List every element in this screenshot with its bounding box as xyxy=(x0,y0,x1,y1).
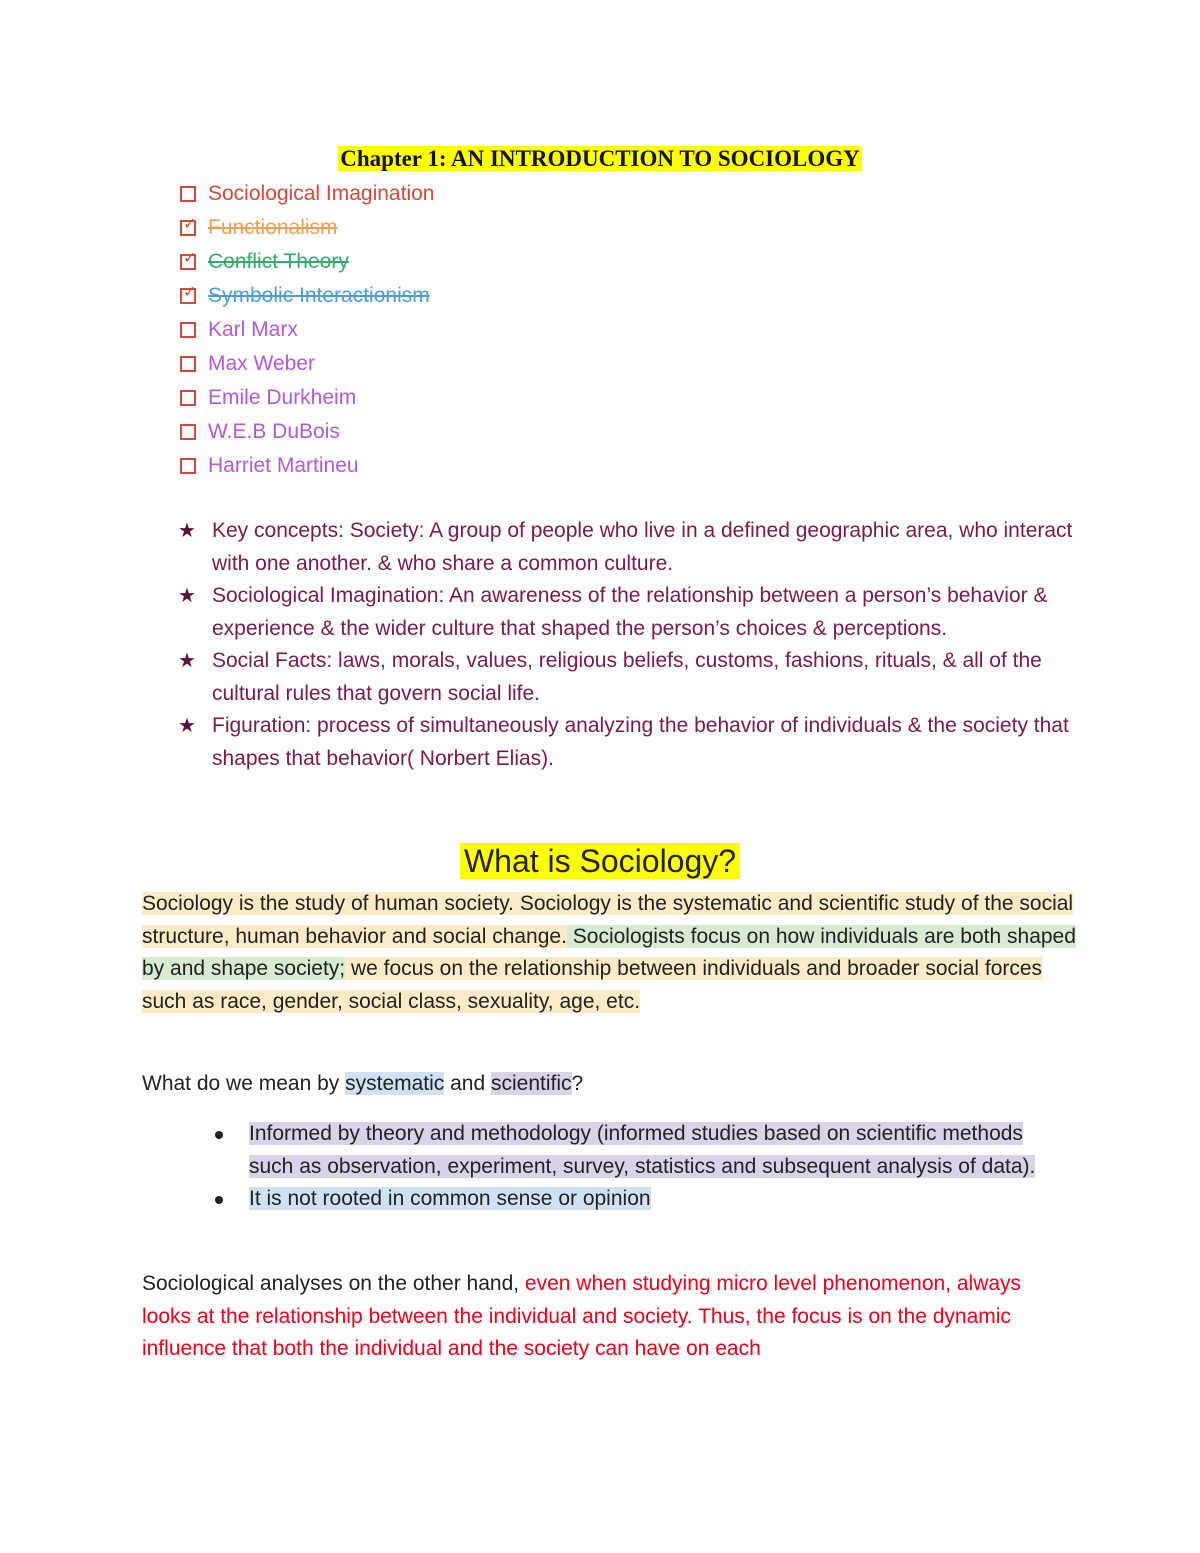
checklist-item[interactable]: Harriet Martineu xyxy=(180,450,434,484)
checkbox-empty-icon[interactable] xyxy=(180,186,196,202)
concept-item: ★ Social Facts: laws, morals, values, religious beliefs, customs, fashions, rituals, & all of the cultural rules that govern social life. xyxy=(178,645,1078,710)
checklist-item[interactable]: Max Weber xyxy=(180,348,434,382)
checklist-item[interactable]: Sociological Imagination xyxy=(180,178,434,212)
chapter-title: Chapter 1: AN INTRODUCTION TO SOCIOLOGY xyxy=(340,146,860,171)
concept-item: ★ Key concepts: Society: A group of people who live in a defined geographic area, who interact with one another. & who share a common culture. xyxy=(178,515,1078,580)
star-bullet-icon: ★ xyxy=(178,585,196,607)
concept-item: ★ Figuration: process of simultaneously analyzing the behavior of individuals & the society that shapes that behavior( Norbert Elias). xyxy=(178,710,1078,775)
star-bullet-icon: ★ xyxy=(178,650,196,672)
question-line: What do we mean by systematic and scientific? xyxy=(142,1072,584,1095)
definition-paragraph: Sociology is the study of human society. Sociology is the systematic and scientific study of the social structure, human behavior and social change. Sociologists focus on how individuals are both shaped by and shape society; we focus on the relationship between individuals and broader social forces such as race, gender, social class, sexuality, age, etc. xyxy=(142,892,1076,1013)
concept-item: ★ Sociological Imagination: An awareness of the relationship between a person’s behavior & experience & the wider culture that shaped the person’s choices & perceptions. xyxy=(178,580,1078,645)
checkbox-empty-icon[interactable] xyxy=(180,424,196,440)
checklist-item[interactable]: Karl Marx xyxy=(180,314,434,348)
star-bullet-icon: ★ xyxy=(178,715,196,737)
checkbox-checked-icon[interactable]: ✓ xyxy=(180,220,196,236)
checkbox-checked-icon[interactable]: ✓ xyxy=(180,288,196,304)
checklist-item[interactable]: ✓ Functionalism xyxy=(180,212,434,246)
checkbox-empty-icon[interactable] xyxy=(180,356,196,372)
key-concepts-list xyxy=(178,515,1078,775)
checkbox-empty-icon[interactable] xyxy=(180,390,196,406)
closing-paragraph: Sociological analyses on the other hand, even when studying micro level phenomenon, always looks at the relationship between the individual and society. Thus, the focus is on the dynamic influence that both the individual and the society can have on each xyxy=(142,1272,1022,1360)
bullet-dot-icon xyxy=(215,1131,223,1139)
list-item: It is not rooted in common sense or opinion xyxy=(212,1183,1052,1216)
checklist-item[interactable]: ✓ Symbolic Interactionism xyxy=(180,280,434,314)
list-item: Informed by theory and methodology (informed studies based on scientific methods such as observation, experiment, survey, statistics and subsequent analysis of data). xyxy=(212,1118,1052,1183)
star-bullet-icon: ★ xyxy=(178,520,196,542)
checklist-item[interactable]: Emile Durkheim xyxy=(180,382,434,416)
section-heading: What is Sociology? xyxy=(0,838,1200,884)
bullet-dot-icon xyxy=(215,1196,223,1204)
answer-bullets xyxy=(212,1118,1052,1216)
checklist-item[interactable]: ✓ Conflict Theory xyxy=(180,246,434,280)
checklist-item[interactable]: W.E.B DuBois xyxy=(180,416,434,450)
checkbox-empty-icon[interactable] xyxy=(180,458,196,474)
topic-checklist xyxy=(180,178,434,484)
checkbox-empty-icon[interactable] xyxy=(180,322,196,338)
checkbox-checked-icon[interactable]: ✓ xyxy=(180,254,196,270)
